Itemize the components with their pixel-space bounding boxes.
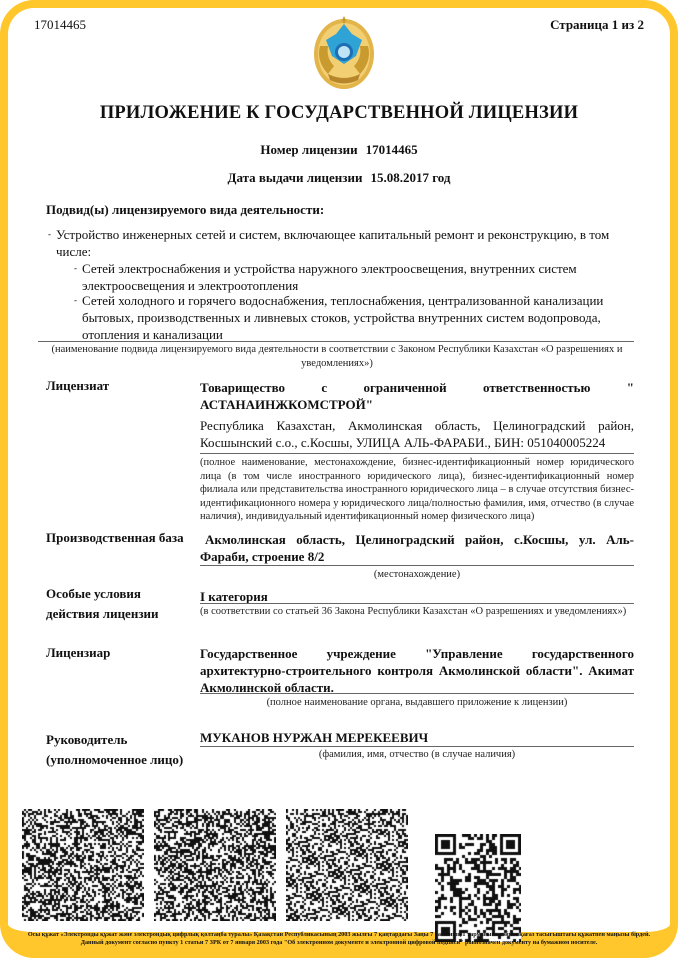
licensee-label: Лицензиат xyxy=(46,378,110,393)
2d-barcode-2 xyxy=(154,809,276,921)
divider xyxy=(200,565,634,566)
dash-bullet-icon: - xyxy=(74,295,77,305)
subtype-item: - Сетей электроснабжения и устройства наружного электроосвещения, внутренних систем электроосвещения и электроотопления xyxy=(74,261,577,293)
licensee-address: Республика Казахстан, Акмолинская область, Целиноградский район, Косшынский с.о., с.Косшы, УЛИЦА АЛЬ-ФАРАБИ., БИН: 051040005224 xyxy=(200,418,634,450)
license-date-value: 15.08.2017 год xyxy=(370,170,451,185)
license-date-label: Дата выдачи лицензии xyxy=(227,170,363,185)
dash-bullet-icon: - xyxy=(48,229,51,239)
production-base-value: Акмолинская область, Целиноградский район, с.Косшы, ул. Аль-Фараби, строение 8/2 xyxy=(200,532,634,564)
licensor-value: Государственное учреждение "Управление государственного архитектурно-строительного контроля Акмолинской области". Акимат Акмолинской области. xyxy=(200,646,634,695)
2d-barcode-3 xyxy=(286,809,408,921)
footer-legal-note: Осы құжат «Электронды құжат және электрондық цифрлық қолтаңба туралы» Қазақстан Республикасының 2003 жылғы 7 қаңтардағы Заңы 7 бабының 1 тармағына сәйкес қағаз тасығыштағы құжатпен маңызы бірдей. Данный документ согласно пункту 1 статьи 7 ЗРК от 7 января 2003 года "Об электронном документе и электронной цифровой подписи" равнозначен документу на бумажном носителе. xyxy=(27,931,651,946)
head-label: Руководитель (уполномоченное лицо) xyxy=(46,732,184,767)
special-conditions-value: I категория xyxy=(200,589,268,604)
licensee-name: Товарищество с ограниченной ответственностью " АСТАНАИНЖКОМСТРОЙ" xyxy=(200,380,634,412)
license-number-row xyxy=(0,142,678,158)
license-number-value: 17014465 xyxy=(365,142,418,157)
subtypes-heading: Подвид(ы) лицензируемого вида деятельности: xyxy=(46,202,325,217)
license-number-label: Номер лицензии xyxy=(260,142,358,157)
production-base-label: Производственная база xyxy=(46,530,184,545)
special-conditions-label: Особые условия действия лицензии xyxy=(46,586,159,621)
licensee-caption: (полное наименование, местонахождение, бизнес-идентификационный номер юридического лица (в том числе иностранного юридического лица), бизнес-идентификационный номер филиала или представительства иностранного юридического лица – в случае отсутствия бизнес-идентификационного номера у юридического лица/полностью фамилия, имя, отчество (в случае наличия), индивидуальный идентификационный номер физического лица) xyxy=(200,457,634,522)
license-date-row xyxy=(0,170,678,186)
dash-bullet-icon: - xyxy=(74,263,77,273)
state-emblem-icon xyxy=(312,16,376,92)
licensor-label: Лицензиар xyxy=(46,645,111,660)
subtypes-caption: (наименование подвида лицензируемого вида деятельности в соответствии с Законом Республики Казахстан «О разрешениях и уведомлениях») xyxy=(51,344,623,369)
production-base-caption: (местонахождение) xyxy=(373,569,461,580)
divider xyxy=(200,603,634,604)
divider xyxy=(200,693,634,694)
qr-code xyxy=(435,834,521,942)
page-indicator: Страница 1 из 2 xyxy=(550,17,644,32)
divider xyxy=(200,453,634,454)
document-number: 17014465 xyxy=(34,17,86,32)
2d-barcode-1 xyxy=(22,809,144,921)
special-conditions-caption: (в соответствии со статьей 36 Закона Республики Казахстан «О разрешениях и уведомлениях») xyxy=(200,606,627,617)
divider xyxy=(38,341,634,342)
divider xyxy=(200,746,634,747)
licensor-caption: (полное наименование органа, выдавшего приложение к лицензии) xyxy=(266,697,568,708)
subtype-item: - Сетей холодного и горячего водоснабжения, теплоснабжения, централизованной канализации бытовых, производственных и ливневых стоков, устройства внутренних систем водопровода, отопления и канализации xyxy=(74,293,604,342)
subtype-item: - Устройство инженерных сетей и систем, включающее капитальный ремонт и реконструкцию, в том числе: xyxy=(48,227,610,259)
page-title: ПРИЛОЖЕНИЕ К ГОСУДАРСТВЕННОЙ ЛИЦЕНЗИИ xyxy=(99,103,579,123)
head-value: МУКАНОВ НУРЖАН МЕРЕКЕЕВИЧ xyxy=(200,730,429,745)
head-caption: (фамилия, имя, отчество (в случае наличия) xyxy=(318,749,516,760)
